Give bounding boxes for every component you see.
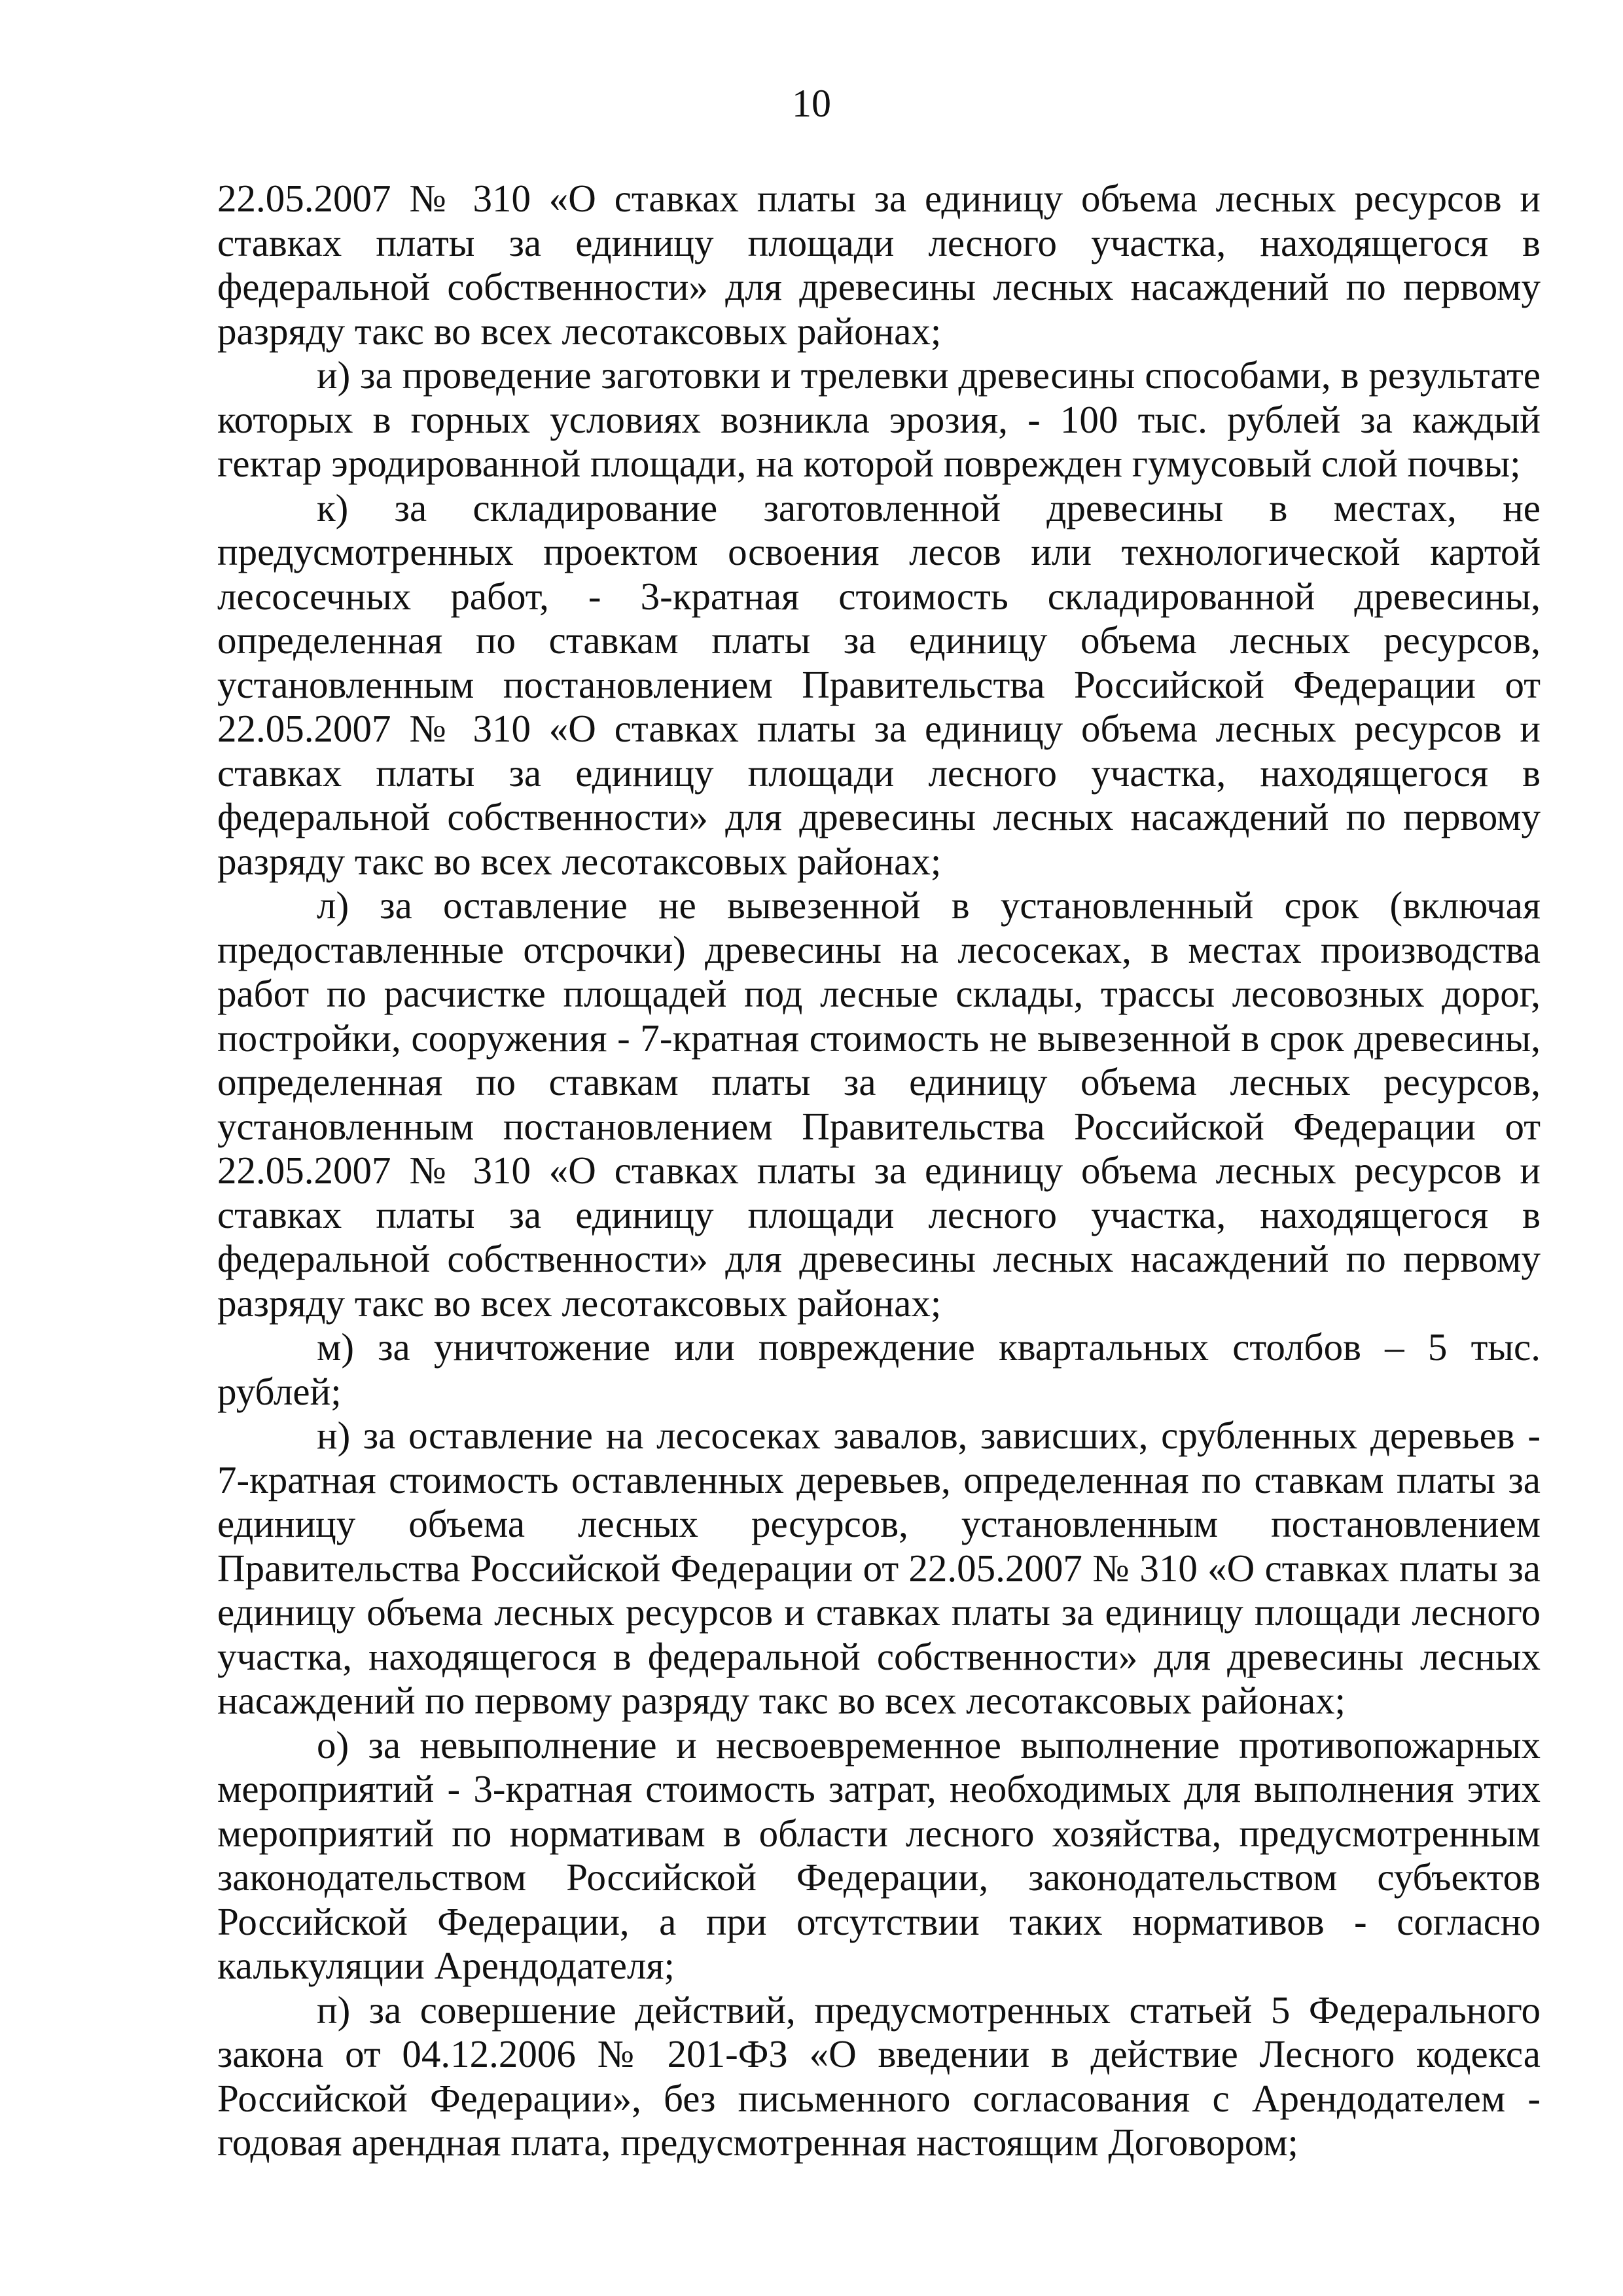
- paragraph-item-i: и) за проведение заготовки и трелевки древесины способами, в результате которых в горных условиях возникла эрозия, - 100 тыс. рублей за каждый гектар эродированной площади, на которой поврежден гумусовый слой почвы;: [217, 353, 1541, 485]
- page-number: 10: [792, 82, 831, 125]
- paragraph-item-o: о) за невыполнение и несвоевременное выполнение противопожарных мероприятий - 3-кратная стоимость затрат, необходимых для выполнения этих мероприятий по нормативам в области лесного хозяйства, предусмотренным законодательством Российской Федерации, законодательством субъектов Российской Федерации, а при отсутствии таких нормативов - согласно калькуляции Арендодателя;: [217, 1723, 1541, 1987]
- paragraph-item-n: н) за оставление на лесосеках завалов, зависших, срубленных деревьев - 7-кратная стоимость оставленных деревьев, определенная по ставкам платы за единицу объема лесных ресурсов, установленным постановлением Правительства Российской Федерации от 22.05.2007 № 310 «О ставках платы за единицу объема лесных ресурсов и ставках платы за единицу площади лесного участка, находящегося в федеральной собственности» для древесины лесных насаждений по первому разряду такс во всех лесотаксовых районах;: [217, 1414, 1541, 1722]
- document-body: [217, 177, 1541, 2165]
- paragraph-item-k: к) за складирование заготовленной древесины в местах, не предусмотренных проектом освоения лесов или технологической картой лесосечных работ, - 3-кратная стоимость складированной древесины, определенная по ставкам платы за единицу объема лесных ресурсов, установленным постановлением Правительства Российской Федерации от 22.05.2007 № 310 «О ставках платы за единицу объема лесных ресурсов и ставках платы за единицу площади лесного участка, находящегося в федеральной собственности» для древесины лесных насаждений по первому разряду такс во всех лесотаксовых районах;: [217, 486, 1541, 883]
- paragraph-item-m: м) за уничтожение или повреждение квартальных столбов – 5 тыс. рублей;: [217, 1325, 1541, 1413]
- paragraph-continuation: 22.05.2007 № 310 «О ставках платы за единицу объема лесных ресурсов и ставках платы за единицу площади лесного участка, находящегося в федеральной собственности» для древесины лесных насаждений по первому разряду такс во всех лесотаксовых районах;: [217, 177, 1541, 353]
- paragraph-item-p: п) за совершение действий, предусмотренных статьей 5 Федерального закона от 04.12.2006 № 201-ФЗ «О введении в действие Лесного кодекса Российской Федерации», без письменного согласования с Арендодателем - годовая арендная плата, предусмотренная настоящим Договором;: [217, 1988, 1541, 2164]
- paragraph-item-l: л) за оставление не вывезенной в установленный срок (включая предоставленные отсрочки) древесины на лесосеках, в местах производства работ по расчистке площадей под лесные склады, трассы лесовозных дорог, постройки, сооружения - 7-кратная стоимость не вывезенной в срок древесины, определенная по ставкам платы за единицу объема лесных ресурсов, установленным постановлением Правительства Российской Федерации от 22.05.2007 № 310 «О ставках платы за единицу объема лесных ресурсов и ставках платы за единицу площади лесного участка, находящегося в федеральной собственности» для древесины лесных насаждений по первому разряду такс во всех лесотаксовых районах;: [217, 884, 1541, 1325]
